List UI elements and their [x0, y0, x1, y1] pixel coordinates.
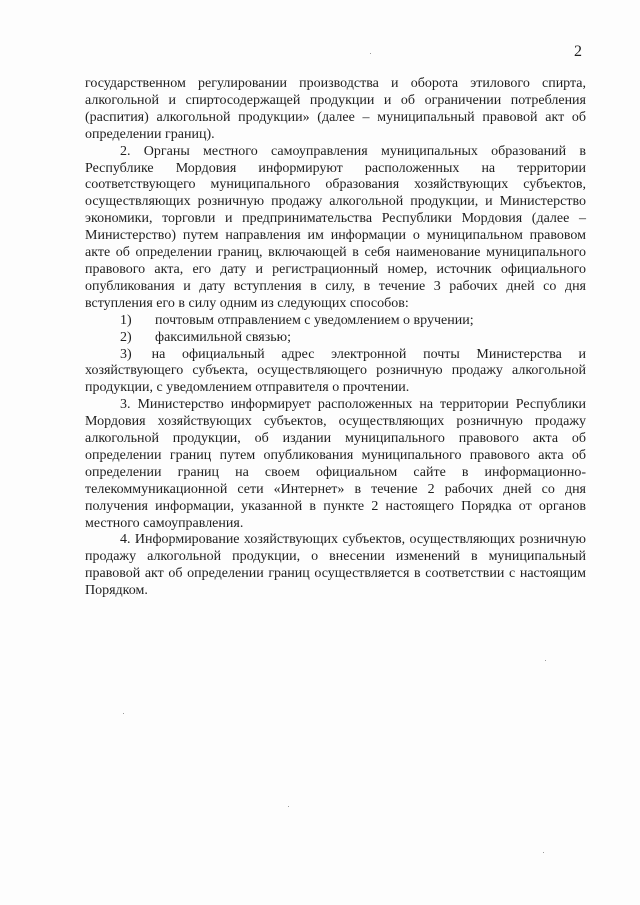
list-item-3	[85, 347, 586, 398]
paragraph-2: 2. Органы местного самоуправления муниципальных образований в Республике Мордовия информируют расположенных на территории соответствующего муниципального образования хозяйствующих субъектов, осуществляющих розничную продажу алкогольной продукции, и Министерство экономики, торговли и предпринимательства Республики Мордовия (далее – Министерство) путем направления им информации о муниципальном правовом акте об определении границ, включающей в себя наименование муниципального правового акта, его дату и регистрационный номер, источник официального опубликования и дату вступления в силу, в течение 3 рабочих дней со дня вступления его в силу одним из следующих способов:	[85, 143, 586, 311]
scan-speck	[288, 806, 289, 807]
list-item-text: факсимильной связью;	[155, 329, 291, 345]
list-item-number: 2)	[120, 329, 132, 345]
list-item-2	[85, 330, 586, 347]
list-item-1	[85, 313, 586, 330]
page-number: 2	[574, 43, 582, 60]
list-item-text: на официальный адрес электронной почты Министерства и хозяйствующего субъекта, осуществляющего розничную продажу алкогольной продукции, с уведомлением отправителя о прочтении.	[85, 346, 586, 396]
paragraph-3: 3. Министерство информирует расположенных на территории Республики Мордовия хозяйствующих субъектов, осуществляющих розничную продажу алкогольной продукции, об издании муниципального правового акта об определении границ путем опубликования муниципального правового акта об определении границ на своем официальном сайте в информационно-телекоммуникационной сети «Интернет» в течение 2 рабочих дней со дня получения информации, указанной в пункте 2 настоящего Порядка от органов местного самоуправления.	[85, 397, 586, 531]
list-item-number: 3)	[120, 346, 132, 362]
document-body	[85, 76, 586, 600]
list-item-number: 1)	[120, 312, 132, 328]
scan-speck	[545, 660, 546, 661]
scan-speck	[123, 713, 124, 714]
scan-speck	[543, 852, 544, 853]
list-item-text: почтовым отправлением с уведомлением о вручении;	[155, 312, 474, 328]
scan-speck	[370, 53, 371, 54]
paragraph-4: 4. Информирование хозяйствующих субъектов, осуществляющих розничную продажу алкогольной продукции, о внесении изменений в муниципальный правовой акт об определении границ осуществляется в соответствии с настоящим Порядком.	[85, 532, 586, 599]
intro-paragraph: государственном регулировании производства и оборота этилового спирта, алкогольной и спиртосодержащей продукции и об ограничении потребления (распития) алкогольной продукции» (далее – муниципальный правовой акт об определении границ).	[85, 76, 586, 142]
